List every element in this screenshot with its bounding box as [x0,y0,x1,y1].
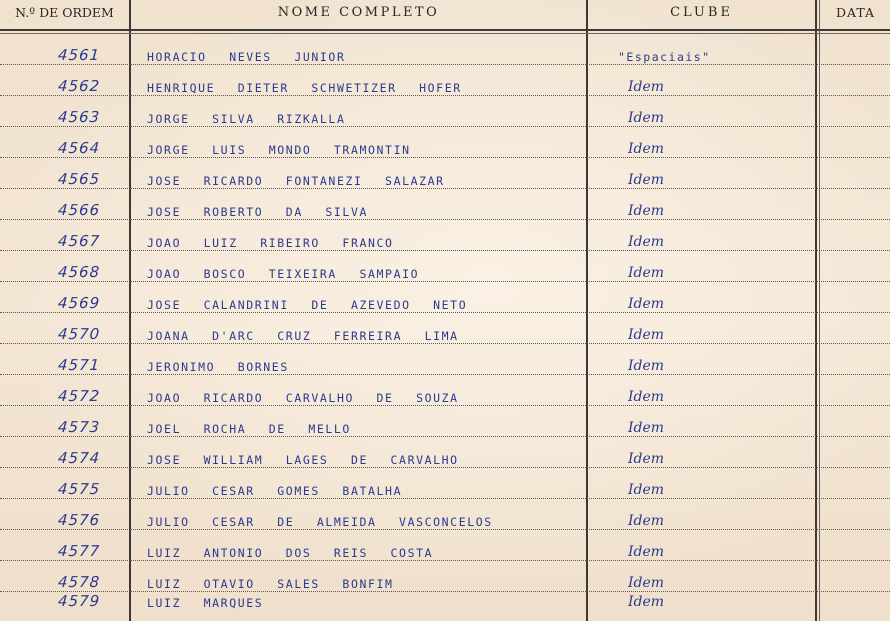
table-row [0,220,890,251]
club-name: Idem [628,141,665,157]
member-name: JOAO RICARDO CARVALHO DE SOUZA [147,391,459,405]
order-number: 4565 [57,170,101,188]
member-name: JORGE SILVA RIZKALLA [147,112,346,126]
member-name: JOEL ROCHA DE MELLO [147,422,351,436]
club-name: Idem [628,451,665,467]
club-name: "Espaciais" [618,50,711,64]
member-name: JOSE RICARDO FONTANEZI SALAZAR [147,174,445,188]
member-name: JULIO CESAR DE ALMEIDA VASCONCELOS [147,515,493,529]
member-name: JOSE WILLIAM LAGES DE CARVALHO [147,453,459,467]
table-row [0,96,890,127]
table-row [0,313,890,344]
table-row [0,189,890,220]
club-name: Idem [628,79,665,95]
order-number: 4564 [57,139,101,157]
order-number: 4567 [57,232,101,250]
club-name: Idem [628,575,665,591]
table-row [0,592,890,611]
club-name: Idem [628,513,665,529]
order-number: 4574 [57,449,101,467]
order-number: 4563 [57,108,101,126]
member-name: LUIZ OTAVIO SALES BONFIM [147,577,394,591]
order-number: 4561 [57,46,101,64]
table-row [0,530,890,561]
club-name: Idem [628,172,665,188]
member-name: LUIZ ANTONIO DOS REIS COSTA [147,546,434,560]
table-row [0,468,890,499]
club-name: Idem [628,482,665,498]
table-row [0,406,890,437]
table-row [0,251,890,282]
club-name: Idem [628,594,665,610]
order-number: 4566 [57,201,101,219]
member-name: JOSE ROBERTO DA SILVA [147,205,368,219]
header-order-number: N.º DE ORDEM [15,5,114,20]
member-name: JOAO LUIZ RIBEIRO FRANCO [147,236,394,250]
member-name: JOAO BOSCO TEIXEIRA SAMPAIO [147,267,420,281]
order-number: 4562 [57,77,101,95]
club-name: Idem [628,296,665,312]
club-name: Idem [628,544,665,560]
club-name: Idem [628,234,665,250]
club-name: Idem [628,110,665,126]
order-number: 4568 [57,263,101,281]
table-row [0,65,890,96]
order-number: 4571 [57,356,101,374]
club-name: Idem [628,203,665,219]
header-full-name: NOME COMPLETO [277,5,440,20]
table-row [0,344,890,375]
table-body [0,34,890,611]
header-date: DATA [835,5,876,20]
member-name: JULIO CESAR GOMES BATALHA [147,484,403,498]
order-number: 4573 [57,418,101,436]
member-name: LUIZ MARQUES [147,596,264,610]
order-number: 4577 [57,542,101,560]
table-row [0,158,890,189]
table-row [0,375,890,406]
club-name: Idem [628,420,665,436]
table-row [0,437,890,468]
order-number: 4576 [57,511,101,529]
member-name: JOANA D'ARC CRUZ FERREIRA LIMA [147,329,459,343]
table-header [0,0,890,31]
club-name: Idem [628,389,665,405]
table-row [0,282,890,313]
table-row [0,34,890,65]
member-name: JERONIMO BORNES [147,360,289,374]
member-name: HENRIQUE DIETER SCHWETIZER HOFER [147,81,462,95]
club-name: Idem [628,358,665,374]
order-number: 4572 [57,387,101,405]
order-number: 4575 [57,480,101,498]
table-row [0,561,890,592]
order-number: 4569 [57,294,101,312]
header-club: CLUBE [670,5,733,20]
member-name: JOSE CALANDRINI DE AZEVEDO NETO [147,298,468,312]
member-name: JORGE LUIS MONDO TRAMONTIN [147,143,411,157]
club-name: Idem [628,327,665,343]
order-number: 4579 [57,592,101,610]
table-row [0,499,890,530]
order-number: 4578 [57,573,101,591]
table-row [0,127,890,158]
header-rule [0,29,890,31]
order-number: 4570 [57,325,101,343]
member-name: HORACIO NEVES JUNIOR [147,50,346,64]
club-name: Idem [628,265,665,281]
